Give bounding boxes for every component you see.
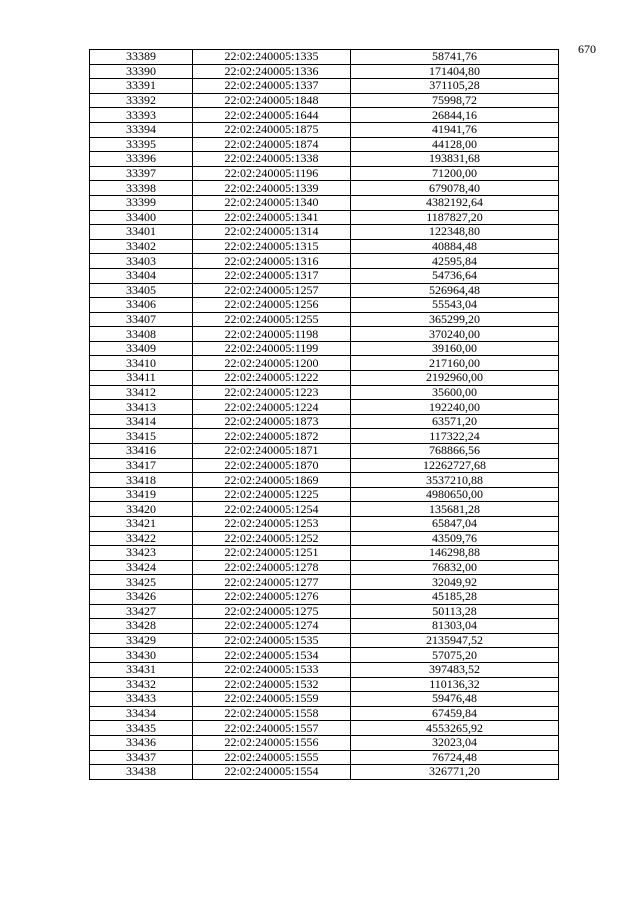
row-number-cell: 33394	[90, 122, 193, 137]
cadastral-value-cell: 58741,76	[351, 50, 559, 65]
row-number-cell: 33437	[90, 750, 193, 765]
row-number-cell: 33417	[90, 458, 193, 473]
row-number-cell: 33393	[90, 108, 193, 123]
cadastral-number-cell: 22:02:240005:1558	[193, 706, 351, 721]
row-number-cell: 33432	[90, 677, 193, 692]
cadastral-number-cell: 22:02:240005:1278	[193, 560, 351, 575]
row-number-cell: 33435	[90, 721, 193, 736]
row-number-cell: 33427	[90, 604, 193, 619]
cadastral-value-cell: 55543,04	[351, 298, 559, 313]
table-row	[90, 166, 559, 181]
table-row	[90, 487, 559, 502]
table-row	[90, 444, 559, 459]
row-number-cell: 33430	[90, 648, 193, 663]
cadastral-value-cell: 43509,76	[351, 531, 559, 546]
table-row	[90, 298, 559, 313]
table-row	[90, 575, 559, 590]
cadastral-value-cell: 71200,00	[351, 166, 559, 181]
row-number-cell: 33409	[90, 341, 193, 356]
table-row	[90, 79, 559, 94]
cadastral-value-cell: 2192960,00	[351, 371, 559, 386]
table-row	[90, 356, 559, 371]
cadastral-number-cell: 22:02:240005:1222	[193, 371, 351, 386]
row-number-cell: 33415	[90, 429, 193, 444]
cadastral-value-table	[89, 49, 559, 780]
table-row	[90, 750, 559, 765]
row-number-cell: 33407	[90, 312, 193, 327]
table-row	[90, 531, 559, 546]
cadastral-number-cell: 22:02:240005:1335	[193, 50, 351, 65]
table-row	[90, 254, 559, 269]
cadastral-value-cell: 50113,28	[351, 604, 559, 619]
row-number-cell: 33411	[90, 371, 193, 386]
cadastral-number-cell: 22:02:240005:1533	[193, 662, 351, 677]
row-number-cell: 33413	[90, 400, 193, 415]
row-number-cell: 33402	[90, 239, 193, 254]
cadastral-value-cell: 326771,20	[351, 765, 559, 780]
table-row	[90, 735, 559, 750]
table-row	[90, 560, 559, 575]
cadastral-number-cell: 22:02:240005:1252	[193, 531, 351, 546]
cadastral-value-cell: 59476,48	[351, 692, 559, 707]
cadastral-value-cell: 45185,28	[351, 589, 559, 604]
cadastral-number-cell: 22:02:240005:1338	[193, 152, 351, 167]
row-number-cell: 33424	[90, 560, 193, 575]
cadastral-number-cell: 22:02:240005:1200	[193, 356, 351, 371]
table-row	[90, 721, 559, 736]
table-row	[90, 662, 559, 677]
cadastral-number-cell: 22:02:240005:1224	[193, 400, 351, 415]
row-number-cell: 33416	[90, 444, 193, 459]
row-number-cell: 33401	[90, 225, 193, 240]
table-row	[90, 108, 559, 123]
cadastral-value-cell: 35600,00	[351, 385, 559, 400]
cadastral-number-cell: 22:02:240005:1253	[193, 517, 351, 532]
cadastral-number-cell: 22:02:240005:1340	[193, 195, 351, 210]
cadastral-value-cell: 76832,00	[351, 560, 559, 575]
cadastral-number-cell: 22:02:240005:1337	[193, 79, 351, 94]
cadastral-number-cell: 22:02:240005:1276	[193, 589, 351, 604]
table-row	[90, 152, 559, 167]
row-number-cell: 33431	[90, 662, 193, 677]
cadastral-value-cell: 110136,32	[351, 677, 559, 692]
cadastral-number-cell: 22:02:240005:1869	[193, 473, 351, 488]
row-number-cell: 33434	[90, 706, 193, 721]
cadastral-value-cell: 4553265,92	[351, 721, 559, 736]
cadastral-number-cell: 22:02:240005:1873	[193, 414, 351, 429]
table-row	[90, 341, 559, 356]
cadastral-value-cell: 42595,84	[351, 254, 559, 269]
table-row	[90, 414, 559, 429]
table-row	[90, 181, 559, 196]
cadastral-value-cell: 57075,20	[351, 648, 559, 663]
table-row	[90, 589, 559, 604]
cadastral-number-cell: 22:02:240005:1341	[193, 210, 351, 225]
row-number-cell: 33419	[90, 487, 193, 502]
row-number-cell: 33405	[90, 283, 193, 298]
cadastral-number-cell: 22:02:240005:1874	[193, 137, 351, 152]
table-row	[90, 239, 559, 254]
cadastral-number-cell: 22:02:240005:1644	[193, 108, 351, 123]
cadastral-number-cell: 22:02:240005:1532	[193, 677, 351, 692]
cadastral-value-cell: 63571,20	[351, 414, 559, 429]
cadastral-value-cell: 217160,00	[351, 356, 559, 371]
cadastral-number-cell: 22:02:240005:1557	[193, 721, 351, 736]
table-row	[90, 268, 559, 283]
cadastral-value-cell: 117322,24	[351, 429, 559, 444]
cadastral-value-cell: 371105,28	[351, 79, 559, 94]
cadastral-value-cell: 4980650,00	[351, 487, 559, 502]
table-row	[90, 473, 559, 488]
row-number-cell: 33396	[90, 152, 193, 167]
cadastral-number-cell: 22:02:240005:1314	[193, 225, 351, 240]
row-number-cell: 33398	[90, 181, 193, 196]
cadastral-value-cell: 4382192,64	[351, 195, 559, 210]
table-row	[90, 633, 559, 648]
table-row	[90, 458, 559, 473]
cadastral-number-cell: 22:02:240005:1317	[193, 268, 351, 283]
cadastral-value-cell: 2135947,52	[351, 633, 559, 648]
row-number-cell: 33400	[90, 210, 193, 225]
cadastral-number-cell: 22:02:240005:1256	[193, 298, 351, 313]
row-number-cell: 33421	[90, 517, 193, 532]
cadastral-number-cell: 22:02:240005:1223	[193, 385, 351, 400]
row-number-cell: 33395	[90, 137, 193, 152]
cadastral-value-cell: 39160,00	[351, 341, 559, 356]
row-number-cell: 33399	[90, 195, 193, 210]
cadastral-number-cell: 22:02:240005:1555	[193, 750, 351, 765]
cadastral-number-cell: 22:02:240005:1254	[193, 502, 351, 517]
row-number-cell: 33408	[90, 327, 193, 342]
cadastral-number-cell: 22:02:240005:1848	[193, 93, 351, 108]
cadastral-value-cell: 526964,48	[351, 283, 559, 298]
table-row	[90, 312, 559, 327]
cadastral-number-cell: 22:02:240005:1534	[193, 648, 351, 663]
table-row	[90, 692, 559, 707]
cadastral-value-cell: 171404,80	[351, 64, 559, 79]
cadastral-number-cell: 22:02:240005:1559	[193, 692, 351, 707]
table-row	[90, 50, 559, 65]
row-number-cell: 33412	[90, 385, 193, 400]
row-number-cell: 33392	[90, 93, 193, 108]
table-row	[90, 93, 559, 108]
cadastral-number-cell: 22:02:240005:1257	[193, 283, 351, 298]
cadastral-value-cell: 75998,72	[351, 93, 559, 108]
table-row	[90, 706, 559, 721]
table-row	[90, 385, 559, 400]
cadastral-value-cell: 768866,56	[351, 444, 559, 459]
cadastral-value-cell: 192240,00	[351, 400, 559, 415]
table-row	[90, 283, 559, 298]
cadastral-value-cell: 44128,00	[351, 137, 559, 152]
row-number-cell: 33423	[90, 546, 193, 561]
row-number-cell: 33420	[90, 502, 193, 517]
row-number-cell: 33390	[90, 64, 193, 79]
cadastral-value-cell: 54736,64	[351, 268, 559, 283]
row-number-cell: 33438	[90, 765, 193, 780]
cadastral-number-cell: 22:02:240005:1875	[193, 122, 351, 137]
cadastral-number-cell: 22:02:240005:1198	[193, 327, 351, 342]
cadastral-value-cell: 76724,48	[351, 750, 559, 765]
table-row	[90, 64, 559, 79]
row-number-cell: 33436	[90, 735, 193, 750]
row-number-cell: 33389	[90, 50, 193, 65]
row-number-cell: 33429	[90, 633, 193, 648]
row-number-cell: 33426	[90, 589, 193, 604]
table-row	[90, 619, 559, 634]
cadastral-value-cell: 67459,84	[351, 706, 559, 721]
row-number-cell: 33418	[90, 473, 193, 488]
cadastral-number-cell: 22:02:240005:1871	[193, 444, 351, 459]
cadastral-value-cell: 193831,68	[351, 152, 559, 167]
cadastral-number-cell: 22:02:240005:1196	[193, 166, 351, 181]
page-number: 670	[578, 42, 596, 56]
row-number-cell: 33425	[90, 575, 193, 590]
cadastral-value-cell: 679078,40	[351, 181, 559, 196]
row-number-cell: 33406	[90, 298, 193, 313]
table-row	[90, 648, 559, 663]
cadastral-value-cell: 365299,20	[351, 312, 559, 327]
table-row	[90, 765, 559, 780]
table-row	[90, 210, 559, 225]
cadastral-number-cell: 22:02:240005:1870	[193, 458, 351, 473]
row-number-cell: 33410	[90, 356, 193, 371]
cadastral-value-cell: 122348,80	[351, 225, 559, 240]
row-number-cell: 33403	[90, 254, 193, 269]
row-number-cell: 33428	[90, 619, 193, 634]
table-row	[90, 677, 559, 692]
cadastral-number-cell: 22:02:240005:1316	[193, 254, 351, 269]
row-number-cell: 33414	[90, 414, 193, 429]
cadastral-value-cell: 3537210,88	[351, 473, 559, 488]
cadastral-value-cell: 26844,16	[351, 108, 559, 123]
cadastral-number-cell: 22:02:240005:1251	[193, 546, 351, 561]
table-row	[90, 122, 559, 137]
row-number-cell: 33422	[90, 531, 193, 546]
cadastral-value-cell: 370240,00	[351, 327, 559, 342]
cadastral-value-cell: 41941,76	[351, 122, 559, 137]
table-row	[90, 327, 559, 342]
cadastral-number-cell: 22:02:240005:1225	[193, 487, 351, 502]
cadastral-value-cell: 81303,04	[351, 619, 559, 634]
table-row	[90, 429, 559, 444]
cadastral-value-cell: 40884,48	[351, 239, 559, 254]
cadastral-value-cell: 12262727,68	[351, 458, 559, 473]
cadastral-value-cell: 146298,88	[351, 546, 559, 561]
cadastral-number-cell: 22:02:240005:1336	[193, 64, 351, 79]
cadastral-value-cell: 1187827,20	[351, 210, 559, 225]
cadastral-value-cell: 397483,52	[351, 662, 559, 677]
cadastral-number-cell: 22:02:240005:1255	[193, 312, 351, 327]
cadastral-value-cell: 32049,92	[351, 575, 559, 590]
cadastral-value-cell: 32023,04	[351, 735, 559, 750]
cadastral-number-cell: 22:02:240005:1277	[193, 575, 351, 590]
cadastral-number-cell: 22:02:240005:1274	[193, 619, 351, 634]
cadastral-value-cell: 135681,28	[351, 502, 559, 517]
cadastral-number-cell: 22:02:240005:1872	[193, 429, 351, 444]
table-row	[90, 225, 559, 240]
table-row	[90, 502, 559, 517]
table-row	[90, 137, 559, 152]
cadastral-value-cell: 65847,04	[351, 517, 559, 532]
table-row	[90, 195, 559, 210]
cadastral-number-cell: 22:02:240005:1315	[193, 239, 351, 254]
row-number-cell: 33397	[90, 166, 193, 181]
row-number-cell: 33404	[90, 268, 193, 283]
table-row	[90, 546, 559, 561]
cadastral-number-cell: 22:02:240005:1556	[193, 735, 351, 750]
cadastral-number-cell: 22:02:240005:1535	[193, 633, 351, 648]
table-row	[90, 400, 559, 415]
table-row	[90, 517, 559, 532]
cadastral-number-cell: 22:02:240005:1339	[193, 181, 351, 196]
cadastral-number-cell: 22:02:240005:1275	[193, 604, 351, 619]
cadastral-number-cell: 22:02:240005:1554	[193, 765, 351, 780]
row-number-cell: 33391	[90, 79, 193, 94]
cadastral-number-cell: 22:02:240005:1199	[193, 341, 351, 356]
table-body	[90, 50, 559, 780]
table-row	[90, 604, 559, 619]
table-row	[90, 371, 559, 386]
row-number-cell: 33433	[90, 692, 193, 707]
